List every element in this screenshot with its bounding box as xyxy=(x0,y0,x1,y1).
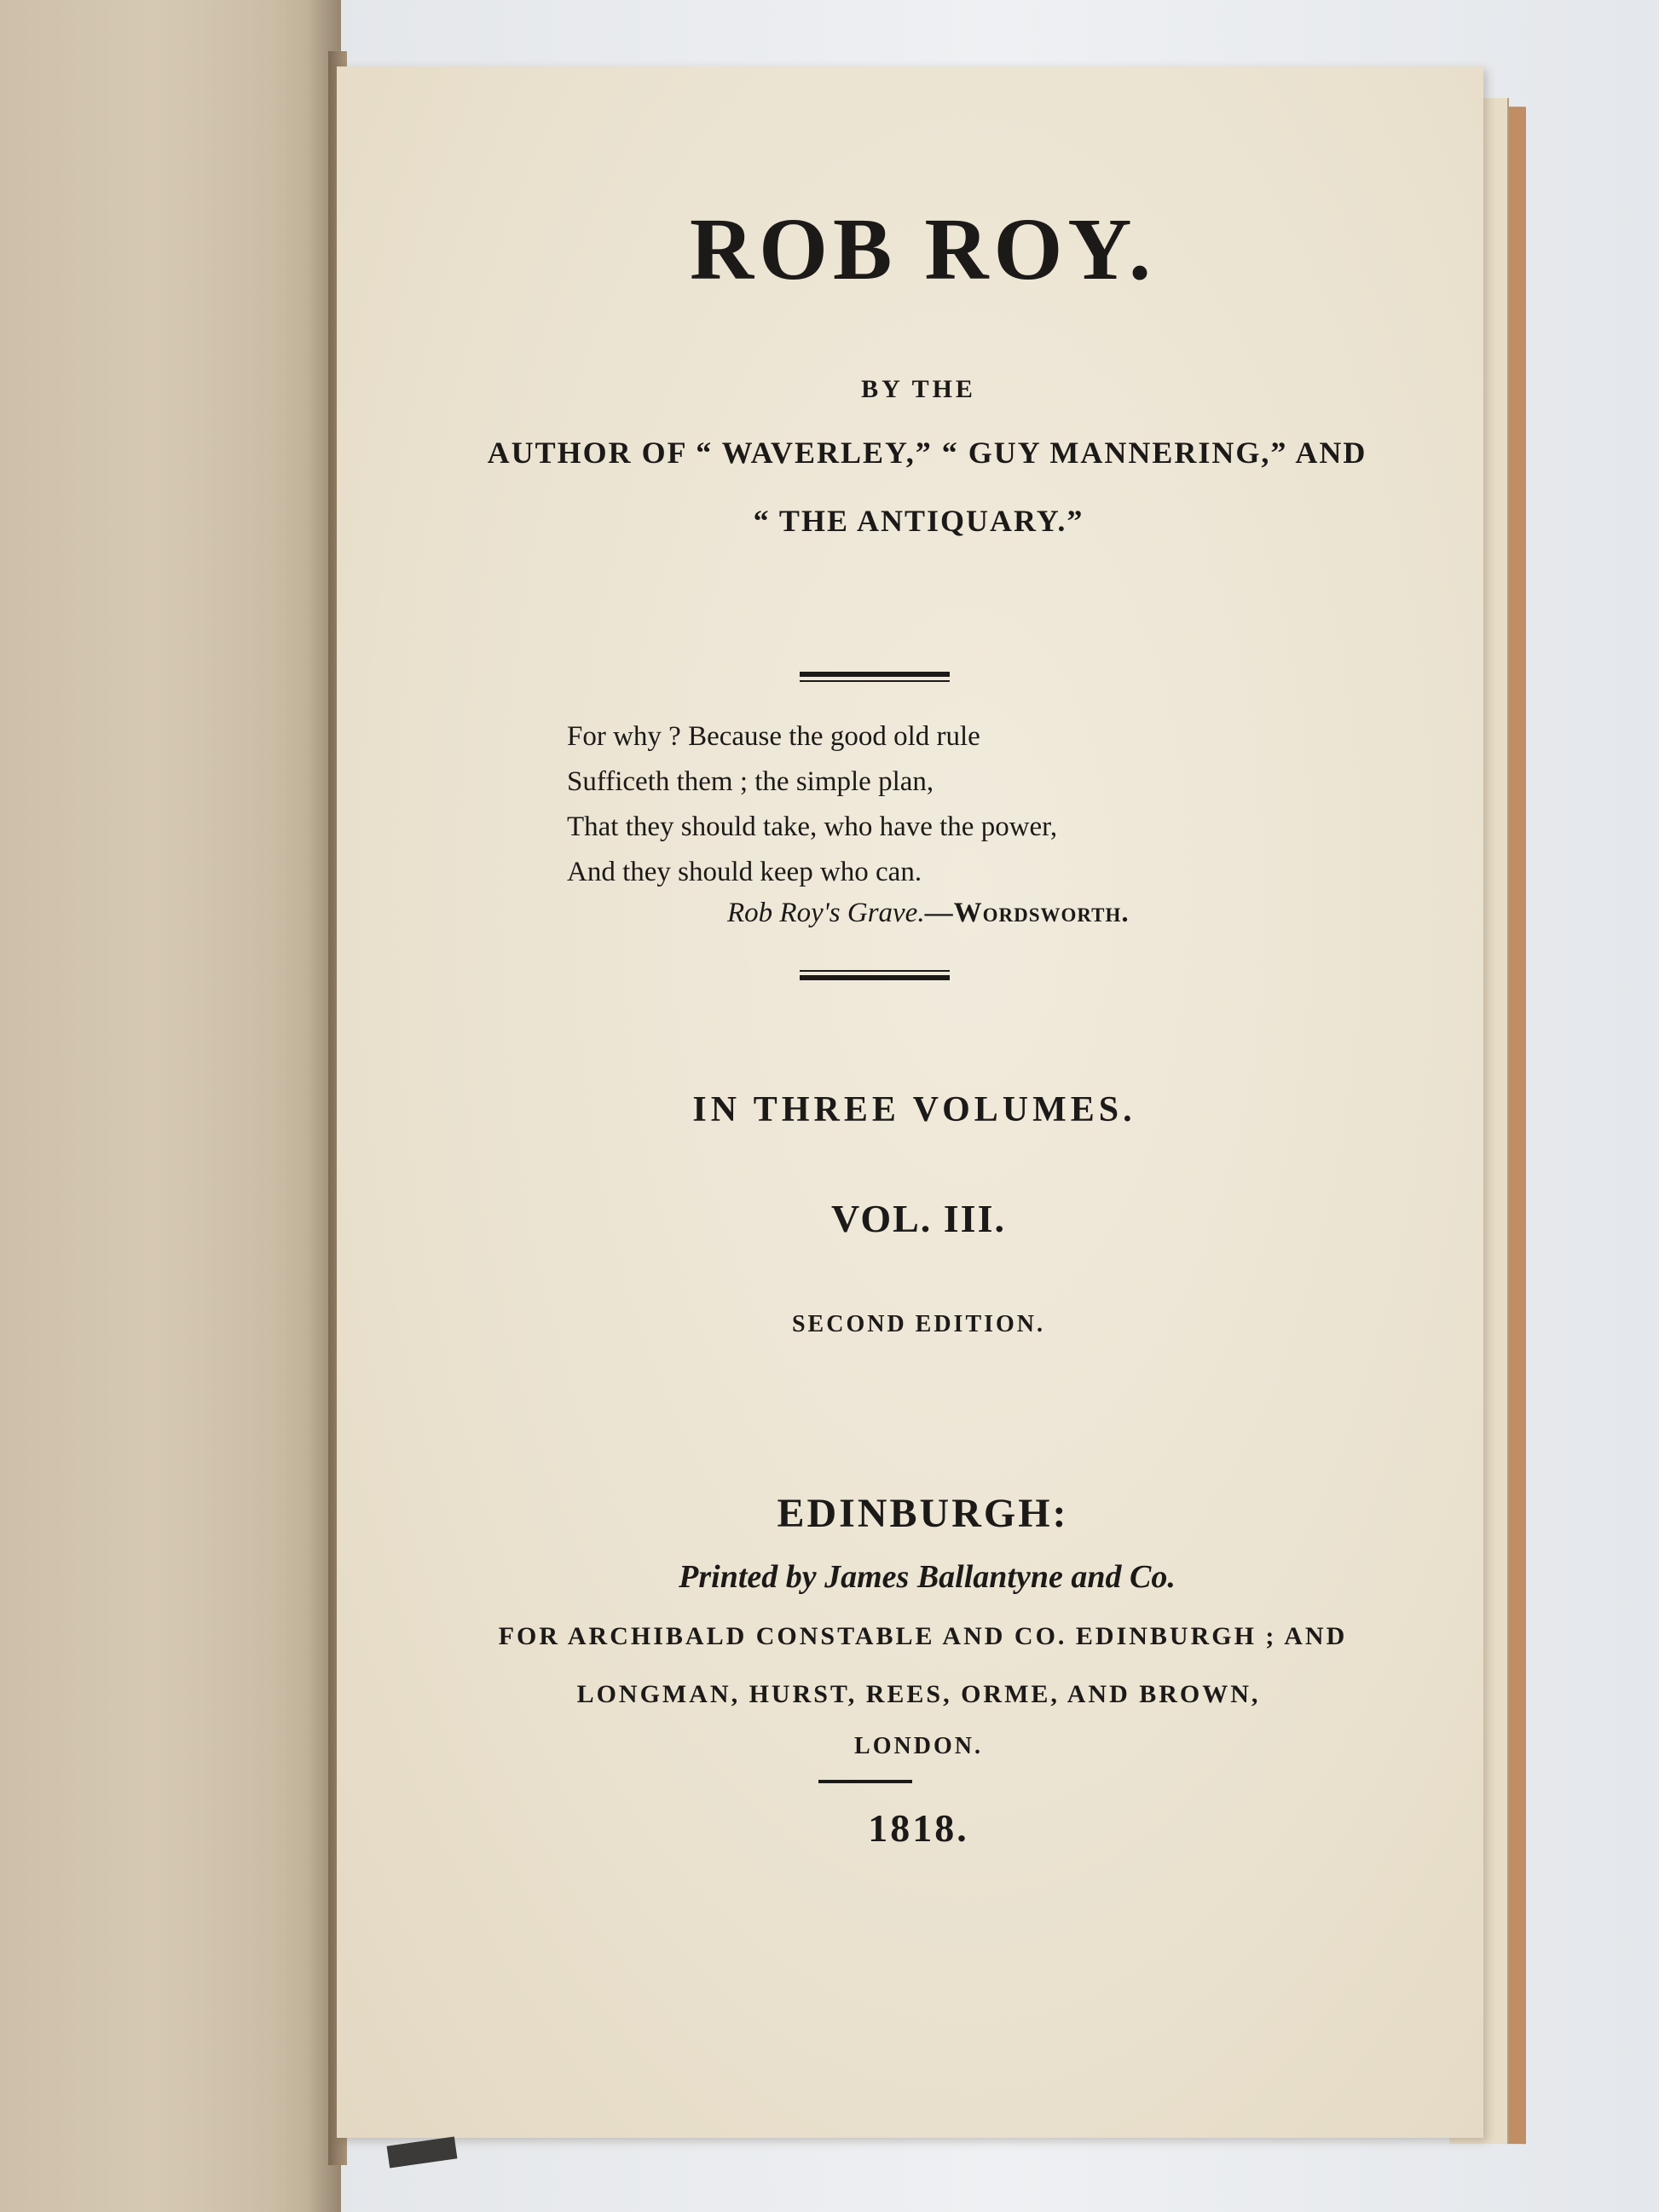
ribbon-bookmark xyxy=(387,2137,458,2169)
epigraph-source: Rob Roy's Grave. xyxy=(727,898,925,928)
edition-note: SECOND EDITION. xyxy=(791,1311,1046,1337)
epigraph-line: For why ? Because the good old rule xyxy=(567,721,980,752)
imprint-city: EDINBURGH: xyxy=(777,1491,1069,1536)
epigraph xyxy=(567,714,1057,895)
epigraph-line: And they should keep who can. xyxy=(567,857,922,887)
publisher-line-2: LONGMAN, HURST, REES, ORME, AND BROWN, xyxy=(576,1680,1261,1708)
title-page xyxy=(337,66,1483,2138)
left-page xyxy=(0,0,341,2212)
author-line-1: AUTHOR OF “ WAVERLEY,” “ GUY MANNERING,” AND xyxy=(487,436,1367,470)
book-title: ROB ROY. xyxy=(690,200,1156,298)
printer-line: Printed by James Ballantyne and Co. xyxy=(679,1559,1176,1595)
by-the-label: BY THE xyxy=(861,375,976,403)
publisher-line-3: LONDON. xyxy=(854,1733,983,1759)
epigraph-line: Sufficeth them ; the simple plan, xyxy=(567,766,934,797)
short-rule xyxy=(818,1780,912,1783)
volume-number: VOL. III. xyxy=(831,1197,1006,1240)
show-through-text xyxy=(337,996,1483,1064)
epigraph-attribution xyxy=(727,898,1130,929)
publication-year: 1818. xyxy=(868,1806,969,1850)
double-rule-top xyxy=(800,672,950,682)
double-rule-bottom xyxy=(800,970,950,980)
author-line-2: “ THE ANTIQUARY.” xyxy=(753,504,1084,538)
epigraph-author: —Wordsworth. xyxy=(924,898,1130,928)
publisher-line-1: FOR ARCHIBALD CONSTABLE AND CO. EDINBURGH ; AND xyxy=(498,1622,1348,1650)
volumes-note: IN THREE VOLUMES. xyxy=(692,1090,1136,1129)
epigraph-line: That they should take, who have the power, xyxy=(567,811,1058,842)
